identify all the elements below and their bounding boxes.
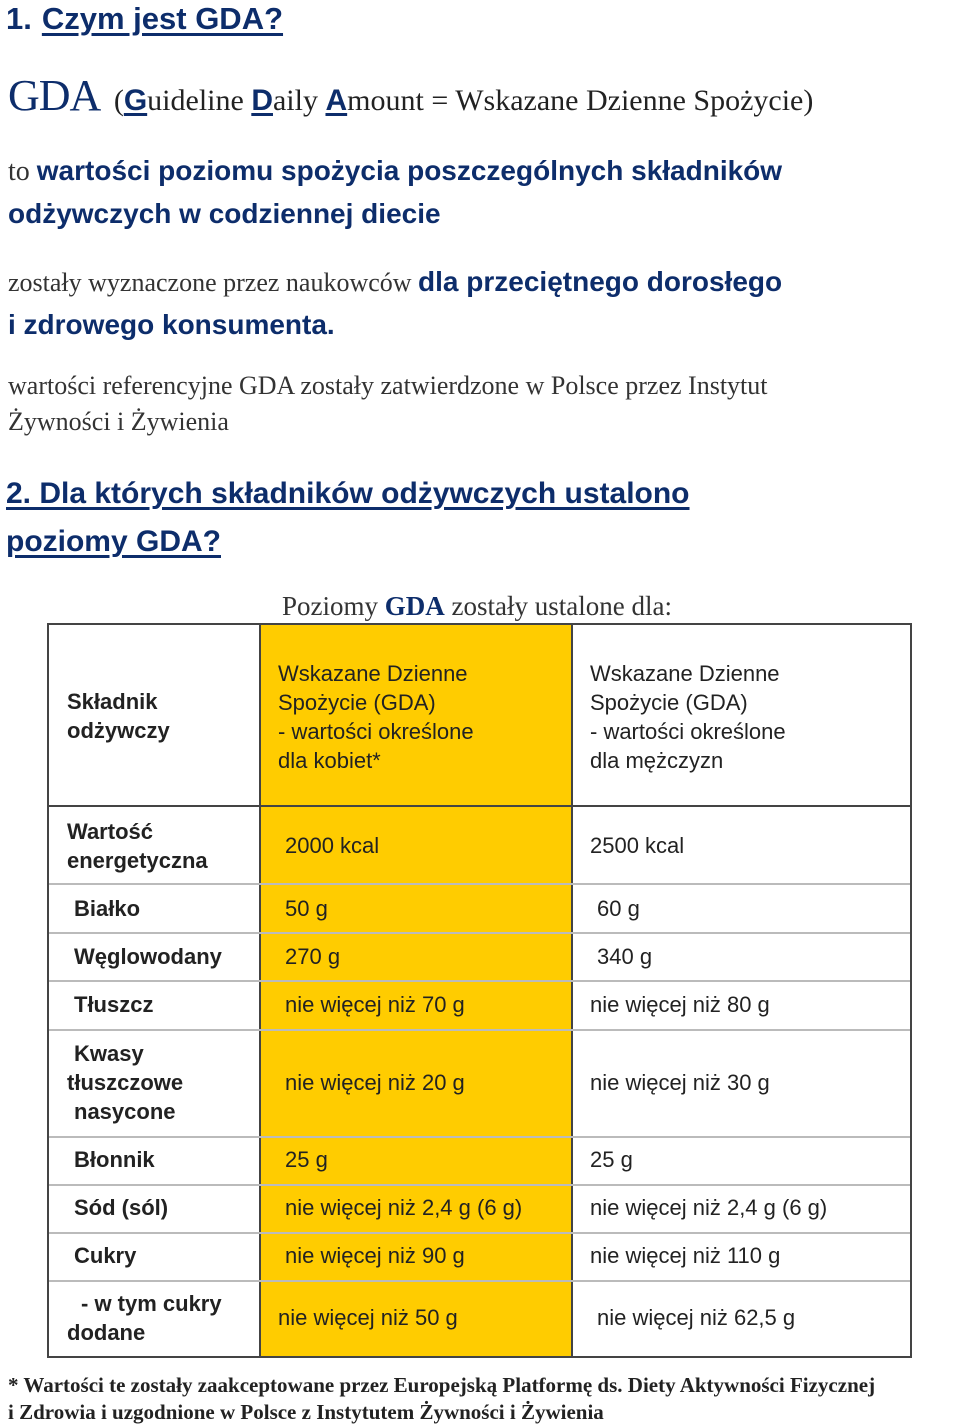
row-divider bbox=[49, 1136, 910, 1138]
row-name: Białko bbox=[74, 896, 141, 921]
column-divider bbox=[259, 625, 261, 1356]
row-divider bbox=[49, 980, 910, 982]
row-name: Węglowodany bbox=[74, 944, 222, 969]
row-divider bbox=[49, 1232, 910, 1234]
gda-table bbox=[47, 623, 912, 1358]
row-men-value: 2500 kcal bbox=[590, 833, 685, 858]
row-women-value: 50 g bbox=[285, 896, 328, 921]
gda-abbreviation: GDA bbox=[8, 71, 101, 120]
row-divider bbox=[49, 1184, 910, 1186]
row-name: Błonnik bbox=[74, 1147, 155, 1172]
row-women-value: nie więcej niż 20 g bbox=[285, 1070, 465, 1095]
row-women-value: nie więcej niż 70 g bbox=[285, 992, 465, 1017]
table-caption: Poziomy GDA zostały ustalone dla: bbox=[282, 591, 672, 621]
row-divider bbox=[49, 1280, 910, 1282]
footnote: * Wartości te zostały zaakceptowane przez Europejską Platformę ds. Diety Aktywności Fizycznej i Zdrowia i uzgodnione w Polsce z Instytutem Żywności i Żywienia bbox=[8, 1373, 876, 1424]
row-name: Kwasy tłuszczowe nasycone bbox=[67, 1041, 184, 1124]
reference-values-paragraph: wartości referencyjne GDA zostały zatwierdzone w Polsce przez Instytut Żywności i Żywienia bbox=[8, 371, 768, 436]
row-name: Wartość energetyczna bbox=[67, 819, 208, 873]
row-men-value: nie więcej niż 62,5 g bbox=[597, 1305, 796, 1330]
row-women-value: 270 g bbox=[285, 944, 341, 969]
row-women-value: nie więcej niż 2,4 g (6 g) bbox=[285, 1195, 523, 1220]
row-divider bbox=[49, 1029, 910, 1031]
row-men-value: 25 g bbox=[590, 1147, 633, 1172]
row-women-value: nie więcej niż 90 g bbox=[285, 1243, 465, 1268]
row-men-value: nie więcej niż 80 g bbox=[590, 992, 770, 1017]
row-men-value: nie więcej niż 110 g bbox=[590, 1243, 781, 1268]
section-heading-1 bbox=[6, 0, 283, 38]
row-name: Cukry bbox=[74, 1243, 137, 1268]
header-nutrient: Składnik odżywczy bbox=[67, 689, 170, 743]
header-men: Wskazane Dzienne Spożycie (GDA) - wartości określone dla mężczyzn bbox=[590, 661, 786, 773]
header-women: Wskazane Dzienne Spożycie (GDA) - wartości określone dla kobiet* bbox=[278, 661, 474, 773]
row-name: Tłuszcz bbox=[74, 992, 154, 1017]
row-men-value: 60 g bbox=[597, 896, 640, 921]
row-divider bbox=[49, 932, 910, 934]
row-men-value: 340 g bbox=[597, 944, 653, 969]
row-women-value: nie więcej niż 50 g bbox=[278, 1305, 458, 1330]
heading-number: 1. bbox=[6, 1, 32, 36]
row-men-value: nie więcej niż 30 g bbox=[590, 1070, 770, 1095]
row-name: - w tym cukry dodane bbox=[67, 1291, 222, 1345]
gda-definition: GDA (Guideline Daily Amount = Wskazane Dzienne Spożycie) bbox=[8, 71, 814, 120]
section-heading-2: 2. Dla których składników odżywczych ustalono poziomy GDA? bbox=[6, 477, 690, 558]
column-divider bbox=[571, 625, 573, 1356]
heading-text: Czym jest GDA? bbox=[41, 1, 284, 36]
row-women-value: 2000 kcal bbox=[285, 833, 380, 858]
row-men-value: nie więcej niż 2,4 g (6 g) bbox=[590, 1195, 828, 1220]
row-name: Sód (sól) bbox=[74, 1195, 169, 1220]
target-consumer-paragraph: zostały wyznaczone przez naukowców dla przeciętnego dorosłego i zdrowego konsumenta. bbox=[8, 266, 783, 340]
row-divider bbox=[49, 883, 910, 885]
row-women-value: 25 g bbox=[285, 1147, 328, 1172]
row-divider bbox=[49, 805, 910, 807]
definition-paragraph: to wartości poziomu spożycia poszczególnych składników odżywczych w codziennej diecie bbox=[8, 155, 783, 229]
